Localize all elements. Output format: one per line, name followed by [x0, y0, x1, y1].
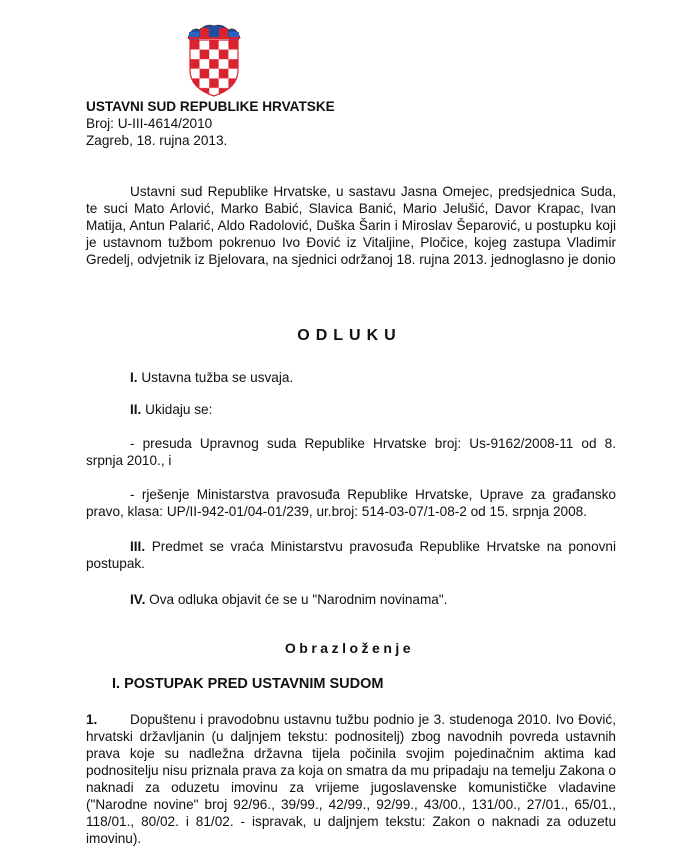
section-heading: I. POSTUPAK PRED USTAVNIM SUDOM: [112, 676, 384, 692]
item-iv-text: Ova odluka objavit će se u "Narodnim novinama".: [149, 592, 448, 607]
paragraph-1: [86, 711, 616, 847]
court-name: USTAVNI SUD REPUBLIKE HRVATSKE: [86, 99, 335, 114]
case-number: Broj: U-III-4614/2010: [86, 116, 213, 131]
item-i-number: I.: [130, 370, 138, 385]
reasoning-title: Obrazloženje: [284, 640, 415, 656]
item-ii: [86, 401, 616, 418]
intro-paragraph: Ustavni sud Republike Hrvatske, u sastavu Jasna Omejec, predsjednica Suda, te suci Mato Arlović, Marko Babić, Slavica Banić, Mario Jelušić, Davor Krapac, Ivan Matija, Antun Palarić, Aldo Radolović, Duška Šarin i Miroslav Šeparović, u postupku koji je ustavnom tužbom pokrenuo Ivo Đović iz Vitaljine, Pločice, kojeg zastupa Vladimir Gredelj, odvjetnik iz Bjelovara, na sjednici održanoj 18. rujna 2013. jednoglasno je donio: [86, 184, 616, 267]
place-date: Zagreb, 18. rujna 2013.: [86, 133, 228, 148]
item-i: [86, 369, 616, 386]
item-ii-text: Ukidaju se:: [145, 402, 213, 417]
croatian-coat-of-arms-icon: [184, 22, 244, 98]
decision-title: ODLUKU: [297, 327, 402, 344]
item-ii-point-a: - presuda Upravnog suda Republike Hrvatske broj: Us-9162/2008-11 od 8. srpnja 2010., i: [86, 436, 616, 468]
item-i-text: Ustavna tužba se usvaja.: [141, 370, 294, 385]
item-ii-number: II.: [130, 402, 142, 417]
paragraph-1-number: 1.: [86, 712, 98, 727]
item-iii-text: Predmet se vraća Ministarstvu pravosuđa Republike Hrvatske na ponovni postupak.: [86, 539, 617, 571]
item-iv: [86, 591, 616, 608]
paragraph-1-text: Dopuštenu i pravodobnu ustavnu tužbu podnio je 3. studenoga 2010. Ivo Đović, hrvatski državljanin (u daljnjem tekstu: podnositelj) zbog navodnih povreda ustavnih prava koje su nadležna državna tijela počinila svojim pojedinačnim aktima kad podnositelju nisu priznala prava za koja on smatra da mu pripadaju na temelju Zakona o naknadi za oduzetu imovinu za vrijeme jugoslavenske komunističke vladavine ("Narodne novine" broj 92/96., 39/99., 42/99., 92/99., 43/00., 131/00., 27/01., 65/01., 118/01., 80/02. i 81/02. - ispravak, u daljnjem tekstu: Zakon o naknadi za oduzetu imovinu).: [86, 712, 616, 846]
item-iii: [86, 538, 616, 572]
item-iv-number: IV.: [130, 592, 146, 607]
item-iii-number: III.: [130, 539, 146, 554]
item-ii-point-b: - rješenje Ministarstva pravosuđa Republike Hrvatske, Uprave za građansko pravo, klasa: UP/II-942-01/04-01/239, ur.broj: 514-03-07/1-08-2 od 15. srpnja 2008.: [86, 487, 616, 519]
